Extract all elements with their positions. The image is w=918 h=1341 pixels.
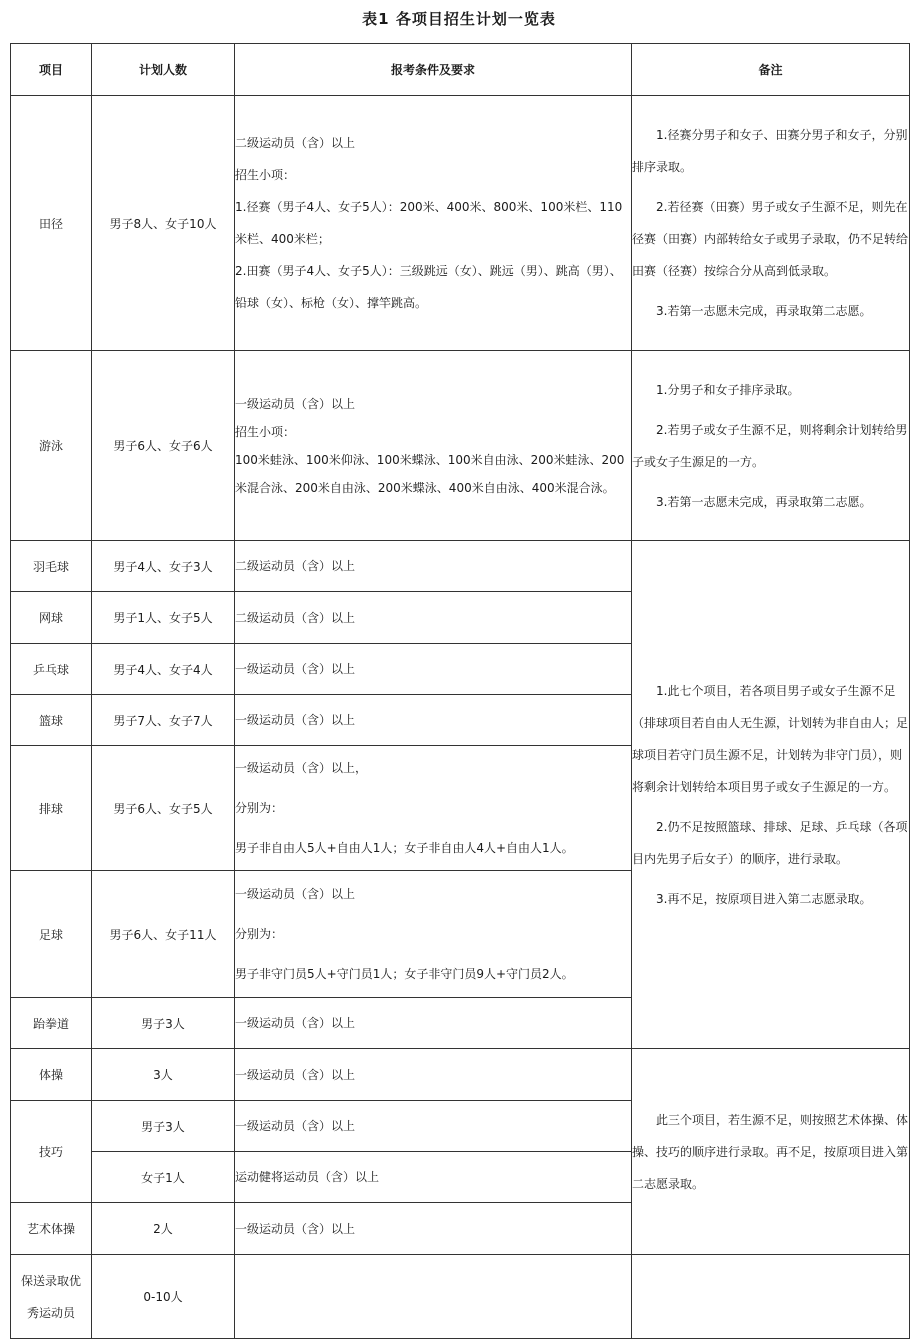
plan-acrobatics-female: 女子1人 <box>92 1152 235 1203</box>
note-line: 3.若第一志愿未完成，再录取第二志愿。 <box>656 494 872 509</box>
req-line: 分别为： <box>235 801 284 815</box>
req-line: 二级运动员（含）以上 <box>235 136 356 150</box>
plan-rhythmic: 2人 <box>92 1203 235 1255</box>
project-gymnastics: 体操 <box>11 1049 92 1101</box>
plan-basketball: 男子7人、女子7人 <box>92 695 235 746</box>
project-football: 足球 <box>11 871 92 998</box>
req-line: 分别为： <box>235 927 284 941</box>
note-line: 此三个项目，若生源不足，则按照艺术体操、体操、技巧的顺序进行录取。再不足，按原项目进入第二志愿录取。 <box>632 1112 909 1191</box>
notes-ball-sports <box>632 541 910 1049</box>
req-pingpong: 一级运动员（含）以上 <box>235 644 632 695</box>
req-line: 100米蛙泳、100米仰泳、100米蝶泳、100米自由泳、200米蛙泳、200米混合泳、200米自由泳、200米蝶泳、400米自由泳、400米混合泳。 <box>235 452 625 495</box>
plan-pingpong: 男子4人、女子4人 <box>92 644 235 695</box>
project-tennis: 网球 <box>11 592 92 644</box>
req-line: 2.田赛（男子4人、女子5人）：三级跳远（女）、跳远（男）、跳高（男）、铅球（女）、标枪（女）、撑竿跳高。 <box>235 264 622 310</box>
notes-track <box>632 96 910 351</box>
plan-track: 男子8人、女子10人 <box>92 96 235 351</box>
plan-tennis: 男子1人、女子5人 <box>92 592 235 644</box>
table-row <box>11 351 910 541</box>
req-acrobatics-female: 运动健将运动员（含）以上 <box>235 1152 632 1203</box>
plan-football: 男子6人、女子11人 <box>92 871 235 998</box>
req-line: 男子非守门员5人+守门员1人；女子非守门员9人+守门员2人。 <box>235 967 574 981</box>
req-football <box>235 871 632 998</box>
project-basketball: 篮球 <box>11 695 92 746</box>
req-acrobatics-male: 一级运动员（含）以上 <box>235 1101 632 1152</box>
req-swim <box>235 351 632 541</box>
project-badminton: 羽毛球 <box>11 541 92 592</box>
plan-guaranteed: 0-10人 <box>92 1255 235 1339</box>
req-taekwondo: 一级运动员（含）以上 <box>235 998 632 1049</box>
table-row <box>11 541 910 592</box>
note-line: 3.再不足，按原项目进入第二志愿录取。 <box>656 891 872 906</box>
plan-volleyball: 男子6人、女子5人 <box>92 746 235 871</box>
plan-taekwondo: 男子3人 <box>92 998 235 1049</box>
header-row <box>11 44 910 96</box>
req-line: 招生小项： <box>235 168 296 182</box>
req-line: 一级运动员（含）以上 <box>235 887 356 901</box>
req-basketball: 一级运动员（含）以上 <box>235 695 632 746</box>
table-row <box>11 1049 910 1101</box>
project-track: 田径 <box>11 96 92 351</box>
req-line: 男子非自由人5人+自由人1人；女子非自由人4人+自由人1人。 <box>235 841 574 855</box>
req-line: 一级运动员（含）以上 <box>235 396 356 411</box>
plan-acrobatics-male: 男子3人 <box>92 1101 235 1152</box>
note-line: 2.若男子或女子生源不足，则将剩余计划转给男子或女子生源足的一方。 <box>632 422 908 469</box>
plan-badminton: 男子4人、女子3人 <box>92 541 235 592</box>
project-acrobatics: 技巧 <box>11 1101 92 1203</box>
notes-gymnastics-group <box>632 1049 910 1255</box>
plan-swim: 男子6人、女子6人 <box>92 351 235 541</box>
req-line: 一级运动员（含）以上， <box>235 761 368 775</box>
req-rhythmic: 一级运动员（含）以上 <box>235 1203 632 1255</box>
note-line: 3.若第一志愿未完成，再录取第二志愿。 <box>656 304 872 318</box>
project-taekwondo: 跆拳道 <box>11 998 92 1049</box>
table-row <box>11 96 910 351</box>
header-project: 项目 <box>11 44 92 96</box>
notes-guaranteed-empty <box>632 1255 910 1339</box>
req-tennis: 二级运动员（含）以上 <box>235 592 632 644</box>
note-line: 1.此七个项目，若各项目男子或女子生源不足（排球项目若自由人无生源，计划转为非自由人；足球项目若守门员生源不足，计划转为非守门员），则将剩余计划转给本项目男子或女子生源足的一方。 <box>632 683 909 794</box>
project-swim: 游泳 <box>11 351 92 541</box>
table-row <box>11 1255 910 1339</box>
header-notes: 备注 <box>632 44 910 96</box>
table-title: 表1 各项目招生计划一览表 <box>362 10 556 28</box>
project-pingpong: 乒乓球 <box>11 644 92 695</box>
req-gymnastics: 一级运动员（含）以上 <box>235 1049 632 1101</box>
notes-swim <box>632 351 910 541</box>
req-volleyball <box>235 746 632 871</box>
note-line: 2.仍不足按照篮球、排球、足球、乒乓球（各项目内先男子后女子）的顺序，进行录取。 <box>632 819 908 866</box>
plan-gymnastics: 3人 <box>92 1049 235 1101</box>
note-line: 1.径赛分男子和女子、田赛分男子和女子，分别排序录取。 <box>632 128 908 174</box>
project-volleyball: 排球 <box>11 746 92 871</box>
req-line: 招生小项： <box>235 424 296 439</box>
header-requirements: 报考条件及要求 <box>235 44 632 96</box>
project-rhythmic: 艺术体操 <box>11 1203 92 1255</box>
project-guaranteed: 保送录取优秀运动员 <box>11 1255 92 1339</box>
req-badminton: 二级运动员（含）以上 <box>235 541 632 592</box>
req-track <box>235 96 632 351</box>
req-guaranteed-empty <box>235 1255 632 1339</box>
req-line: 1.径赛（男子4人、女子5人）：200米、400米、800米、100米栏、110米栏、400米栏； <box>235 200 623 246</box>
note-line: 1.分男子和女子排序录取。 <box>656 382 800 397</box>
header-plan: 计划人数 <box>92 44 235 96</box>
enrollment-plan-table <box>10 43 910 1339</box>
note-line: 2.若径赛（田赛）男子或女子生源不足，则先在径赛（田赛）内部转给女子或男子录取，仍不足转给田赛（径赛）按综合分从高到低录取。 <box>632 200 909 278</box>
